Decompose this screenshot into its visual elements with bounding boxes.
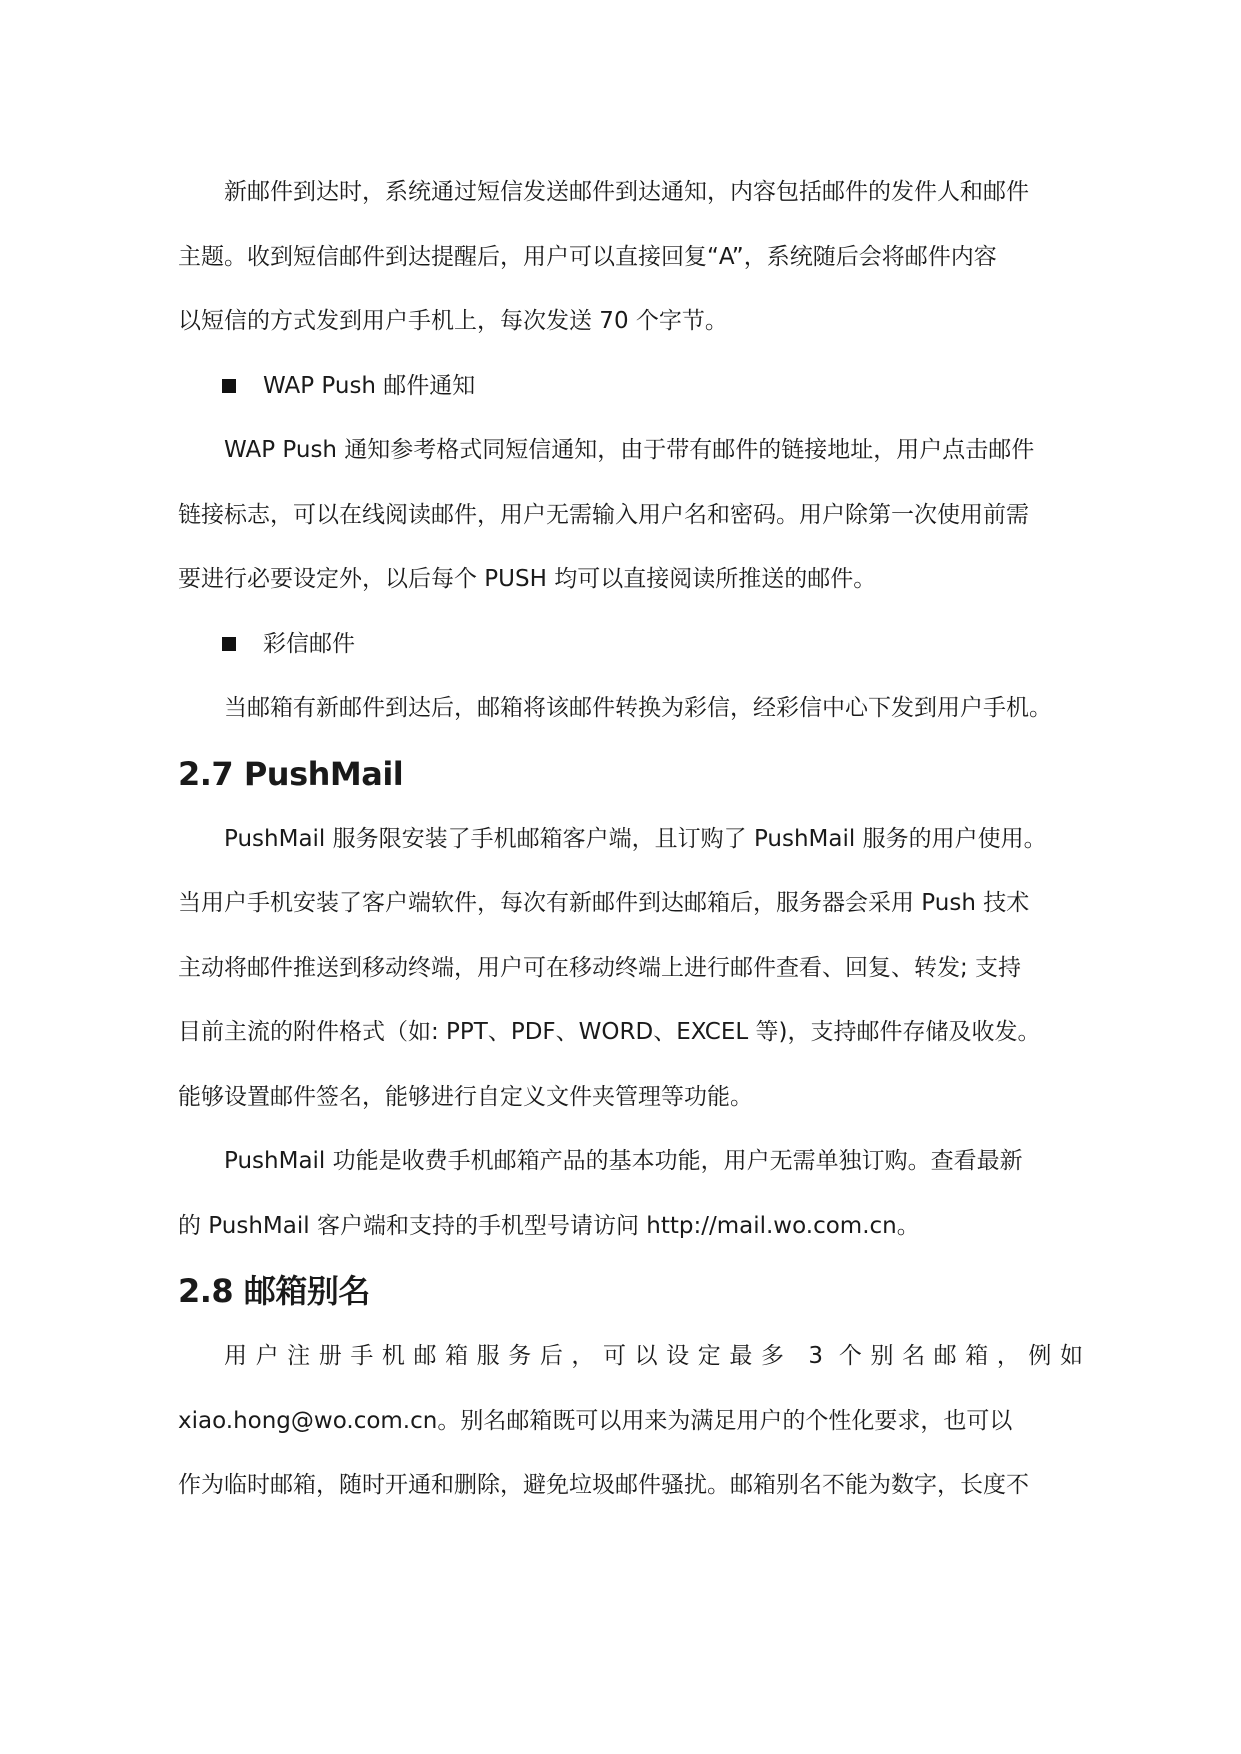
bullet-text: 彩信邮件 bbox=[263, 630, 355, 657]
paragraph-line: PushMail 功能是收费手机邮箱产品的基本功能，用户无需单独订购。查看最新 bbox=[224, 1148, 1023, 1174]
paragraph-line: 新邮件到达时，系统通过短信发送邮件到达通知，内容包括邮件的发件人和邮件 bbox=[224, 179, 1029, 205]
bullet-text: WAP Push 邮件通知 bbox=[263, 372, 476, 399]
bullet-item bbox=[178, 354, 1083, 419]
section-heading: 2.8 邮箱别名 bbox=[178, 1272, 370, 1310]
paragraph-line: WAP Push 通知参考格式同短信通知，由于带有邮件的链接地址，用户点击邮件 bbox=[224, 437, 1035, 463]
paragraph-line: 当邮箱有新邮件到达后，邮箱将该邮件转换为彩信，经彩信中心下发到用户手机。 bbox=[224, 695, 1052, 721]
square-bullet-icon bbox=[222, 379, 236, 393]
paragraph-line: 能够设置邮件签名，能够进行自定义文件夹管理等功能。 bbox=[178, 1083, 753, 1110]
paragraph-line: 目前主流的附件格式（如: PPT、PDF、WORD、EXCEL 等)，支持邮件存储及收发。 bbox=[178, 1019, 1041, 1045]
paragraph-line: 用户注册手机邮箱服务后，可以设定最多 3 个别名邮箱，例如 bbox=[224, 1343, 1083, 1369]
document-page bbox=[178, 160, 1083, 1518]
bullet-item bbox=[178, 612, 1083, 677]
paragraph-line: PushMail 服务限安装了手机邮箱客户端，且订购了 PushMail 服务的用户使用。 bbox=[224, 825, 1047, 852]
square-bullet-icon bbox=[222, 637, 236, 651]
paragraph-line: 以短信的方式发到用户手机上，每次发送 70 个字节。 bbox=[178, 308, 728, 334]
paragraph-line: 主动将邮件推送到移动终端，用户可在移动终端上进行邮件查看、回复、转发; 支持 bbox=[178, 954, 1022, 981]
paragraph-line: 当用户手机安装了客户端软件，每次有新邮件到达邮箱后，服务器会采用 Push 技术 bbox=[178, 890, 1030, 916]
paragraph-line: 主题。收到短信邮件到达提醒后，用户可以直接回复“A”，系统随后会将邮件内容 bbox=[178, 243, 997, 270]
paragraph-line: 链接标志，可以在线阅读邮件，用户无需输入用户名和密码。用户除第一次使用前需 bbox=[178, 501, 1029, 528]
paragraph-line: 作为临时邮箱，随时开通和删除，避免垃圾邮件骚扰。邮箱别名不能为数字，长度不 bbox=[178, 1472, 1029, 1498]
paragraph-line: 的 PushMail 客户端和支持的手机型号请访问 http://mail.wo.com.cn。 bbox=[178, 1212, 920, 1239]
section-heading: 2.7 PushMail bbox=[178, 754, 404, 793]
paragraph-line: xiao.hong@wo.com.cn。别名邮箱既可以用来为满足用户的个性化要求，也可以 bbox=[178, 1407, 1013, 1434]
paragraph-line: 要进行必要设定外，以后每个 PUSH 均可以直接阅读所推送的邮件。 bbox=[178, 566, 877, 592]
